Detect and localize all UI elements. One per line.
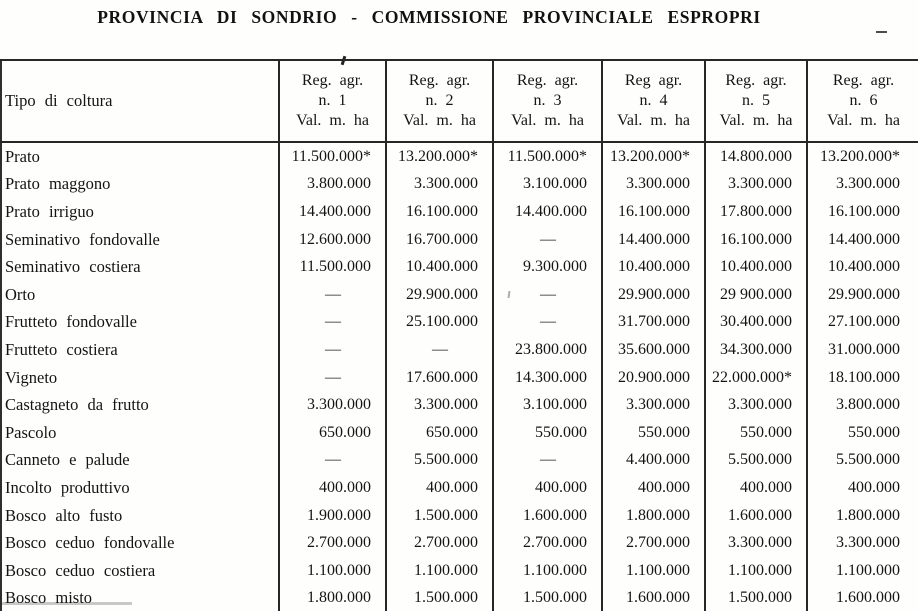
header-line: Reg. agr. [408,72,471,89]
value-reg-1: 1.900.000 [279,502,386,530]
value-reg-5: 3.300.000 [705,391,807,419]
value-reg-2: 3.300.000 [386,171,493,199]
value-reg-3: — [493,447,602,475]
header-line: n. 1 [318,92,347,109]
value-reg-3: 1.100.000 [493,557,602,585]
header-line: n. 2 [425,92,454,109]
value-reg-5: 1.100.000 [705,557,807,585]
value-reg-2: 5.500.000 [386,447,493,475]
value-reg-3: 3.100.000 [493,391,602,419]
value-reg-2: 3.300.000 [386,391,493,419]
column-header-reg-agr-5 [705,60,807,142]
table-row [1,198,918,226]
header-line: n. 6 [849,92,878,109]
crop-type-label: Castagneto da frutto [5,395,149,415]
value-reg-3: — [493,309,602,337]
value-reg-1: 1.100.000 [279,557,386,585]
crop-type-label: Vigneto [5,367,58,387]
value-reg-4: 1.600.000 [602,585,705,611]
crop-type-label: Bosco alto fusto [5,505,123,525]
value-reg-5: 400.000 [705,474,807,502]
value-reg-3: 550.000 [493,419,602,447]
value-reg-3: 3.100.000 [493,171,602,199]
value-reg-1: 11.500.000 [279,253,386,281]
value-reg-1: — [279,281,386,309]
value-reg-4: 4.400.000 [602,447,705,475]
value-reg-2: 16.700.000 [386,226,493,254]
value-reg-1: 2.700.000 [279,529,386,557]
value-reg-1: 3.800.000 [279,171,386,199]
value-reg-2: 400.000 [386,474,493,502]
value-reg-1: 12.600.000 [279,226,386,254]
crop-type-label: Bosco ceduo costiera [5,560,156,580]
value-reg-3: 14.300.000 [493,364,602,392]
crop-type-label: Canneto e palude [5,450,130,470]
value-reg-5: 5.500.000 [705,447,807,475]
table-row [1,309,918,337]
value-reg-1: 11.500.000* [279,142,386,171]
value-reg-6: 13.200.000* [807,142,918,171]
header-line: Reg. agr. [832,72,895,89]
value-reg-2: 17.600.000 [386,364,493,392]
header-line: Reg. agr. [301,72,364,89]
crop-type-label: Bosco ceduo fondovalle [5,533,175,553]
value-reg-5: 3.300.000 [705,529,807,557]
table-row [1,529,918,557]
header-line: n. 4 [639,92,668,109]
crop-type-label: Frutteto costiera [5,339,118,359]
value-reg-4: 1.100.000 [602,557,705,585]
value-reg-4: 3.300.000 [602,391,705,419]
value-reg-3: 2.700.000 [493,529,602,557]
header-line: Val. m. ha [617,112,690,129]
column-header-reg-agr-2 [386,60,493,142]
header-line: n. 3 [533,92,562,109]
value-reg-5: 30.400.000 [705,309,807,337]
value-reg-4: 35.600.000 [602,336,705,364]
value-reg-1: — [279,447,386,475]
value-reg-2: 16.100.000 [386,198,493,226]
value-reg-6: 3.300.000 [807,171,918,199]
table-row [1,253,918,281]
value-reg-1: 3.300.000 [279,391,386,419]
table-row [1,226,918,254]
crop-type-label: Prato irriguo [5,201,94,221]
table-row [1,585,918,611]
header-line: Val. m. ha [719,112,793,129]
crop-type-label: Incolto produttivo [5,477,130,497]
value-reg-4: 2.700.000 [602,529,705,557]
value-reg-6: 14.400.000 [807,226,918,254]
table-row [1,419,918,447]
value-reg-5: 29 900.000 [705,281,807,309]
table-row [1,502,918,530]
crop-type-label: Orto [5,284,36,304]
value-reg-3: 1.500.000 [493,585,602,611]
table-row [1,447,918,475]
scan-artifact-dash [876,31,887,33]
header-line: Reg agr. [624,72,683,89]
value-reg-5: 1.600.000 [705,502,807,530]
header-line: n. 5 [742,92,770,109]
value-reg-1: — [279,336,386,364]
value-reg-6: 27.100.000 [807,309,918,337]
value-reg-2: 1.500.000 [386,502,493,530]
value-reg-4: 16.100.000 [602,198,705,226]
value-reg-4: 550.000 [602,419,705,447]
value-reg-4: 400.000 [602,474,705,502]
value-reg-5: 34.300.000 [705,336,807,364]
value-reg-2: 10.400.000 [386,253,493,281]
value-reg-1: — [279,364,386,392]
value-reg-6: 1.800.000 [807,502,918,530]
value-reg-6: 550.000 [807,419,918,447]
value-reg-3: 11.500.000* [493,142,602,171]
table-row [1,391,918,419]
header-line: Val. m. ha [511,112,584,129]
table-row [1,142,918,171]
value-reg-3: 1.600.000 [493,502,602,530]
table-row [1,474,918,502]
value-reg-1: 650.000 [279,419,386,447]
value-reg-6: 1.600.000 [807,585,918,611]
crop-type-label: Prato maggono [5,174,111,194]
value-reg-5: 22.000.000* [705,364,807,392]
value-reg-4: 31.700.000 [602,309,705,337]
value-reg-6: 1.100.000 [807,557,918,585]
value-reg-2: 2.700.000 [386,529,493,557]
crop-type-label: Bosco misto [5,588,93,608]
value-reg-2: 13.200.000* [386,142,493,171]
table-row [1,557,918,585]
value-reg-5: 1.500.000 [705,585,807,611]
value-reg-4: 29.900.000 [602,281,705,309]
value-reg-1: 1.800.000 [279,585,386,611]
table-header [1,60,918,142]
value-reg-2: 29.900.000 [386,281,493,309]
value-reg-3: 14.400.000 [493,198,602,226]
value-reg-2: 1.100.000 [386,557,493,585]
column-header-reg-agr-1 [279,60,386,142]
value-reg-4: 3.300.000 [602,171,705,199]
value-reg-6: 31.000.000 [807,336,918,364]
table-body [1,142,918,611]
value-reg-6: 18.100.000 [807,364,918,392]
table-row [1,364,918,392]
value-reg-3: — [493,281,602,309]
page-title: PROVINCIA DI SONDRIO - COMMISSIONE PROVINCIALE ESPROPRI [97,7,761,27]
value-reg-1: 14.400.000 [279,198,386,226]
value-reg-6: 16.100.000 [807,198,918,226]
crop-type-label: Seminativo costiera [5,257,141,277]
header-line: Reg. agr. [516,72,579,89]
crop-type-label: Seminativo fondovalle [5,229,160,249]
value-reg-6: 3.300.000 [807,529,918,557]
value-reg-2: 25.100.000 [386,309,493,337]
table-row [1,281,918,309]
column-header-reg-agr-3 [493,60,602,142]
value-reg-3: 23.800.000 [493,336,602,364]
column-header-tipo-di-coltura: Tipo di coltura [1,60,279,142]
value-reg-2: 1.500.000 [386,585,493,611]
value-reg-5: 3.300.000 [705,171,807,199]
crop-type-label: Prato [5,146,40,166]
value-reg-1: — [279,309,386,337]
crop-type-label: Pascolo [5,422,57,442]
value-reg-6: 5.500.000 [807,447,918,475]
crop-type-label: Frutteto fondovalle [5,312,137,332]
value-reg-6: 3.800.000 [807,391,918,419]
value-reg-3: 9.300.000 [493,253,602,281]
header-line: Reg. agr. [725,72,787,89]
header-row [1,60,918,142]
value-reg-4: 10.400.000 [602,253,705,281]
header-line: Val. m. ha [296,112,369,129]
value-reg-1: 400.000 [279,474,386,502]
column-header-reg-agr-6 [807,60,918,142]
value-reg-2: — [386,336,493,364]
value-reg-4: 14.400.000 [602,226,705,254]
value-reg-6: 400.000 [807,474,918,502]
value-reg-3: 400.000 [493,474,602,502]
value-reg-2: 650.000 [386,419,493,447]
header-line: Val. m. ha [827,112,900,129]
value-reg-5: 10.400.000 [705,253,807,281]
value-reg-5: 16.100.000 [705,226,807,254]
value-reg-6: 10.400.000 [807,253,918,281]
value-reg-6: 29.900.000 [807,281,918,309]
value-reg-4: 13.200.000* [602,142,705,171]
value-reg-5: 550.000 [705,419,807,447]
value-reg-5: 14.800.000 [705,142,807,171]
value-reg-4: 20.900.000 [602,364,705,392]
value-reg-4: 1.800.000 [602,502,705,530]
value-reg-5: 17.800.000 [705,198,807,226]
table-row [1,171,918,199]
table-row [1,336,918,364]
column-header-reg-agr-4 [602,60,705,142]
header-line: Val. m. ha [403,112,476,129]
expropriation-values-table [0,59,918,611]
value-reg-3: — [493,226,602,254]
